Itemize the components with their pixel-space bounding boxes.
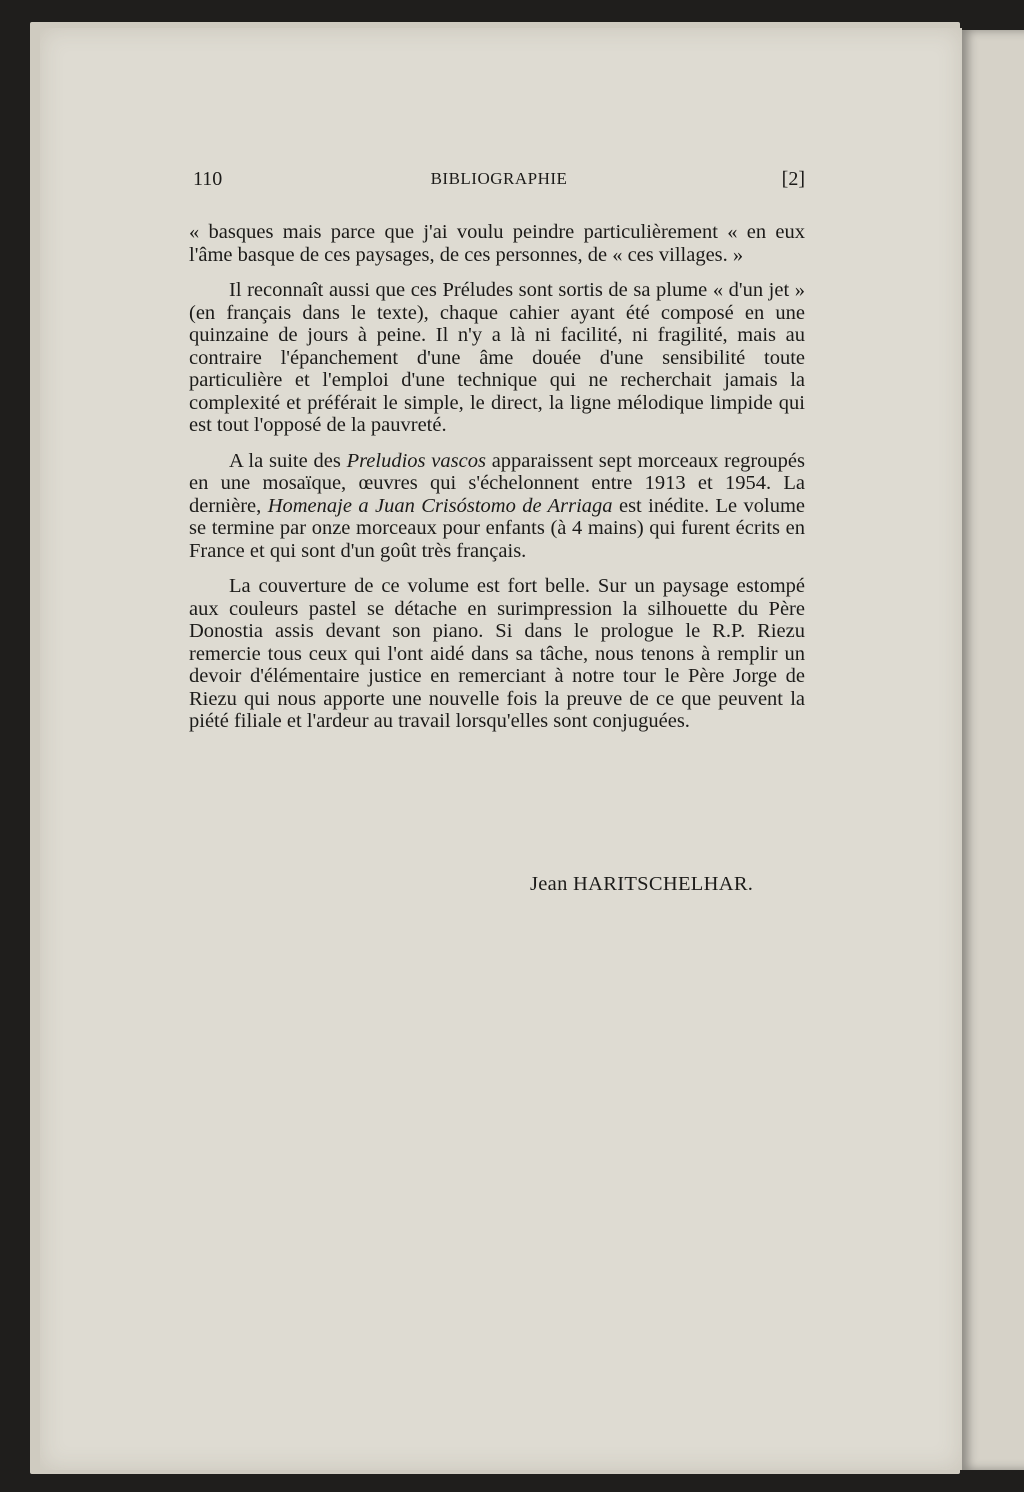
- text-run: apparaissent sept morceaux regroupés en une mosaïque, œuvres qui s'échelonnent entre 1913 et 1954. La dernière,: [189, 449, 805, 517]
- page-number: 110: [193, 168, 223, 190]
- facing-page-edge: [962, 30, 1024, 1470]
- author-signature: Jean HARITSCHELHAR.: [530, 873, 754, 895]
- paragraph-cover: La couverture de ce volume est fort belle. Sur un paysage estompé aux couleurs pastel se détache en surimpression la silhouette du Père Donostia assis devant son piano. Si dans le prologue le R.P. Riezu remercie tous ceux qui l'ont aidé dans sa tâche, nous tenons à remplir un devoir d'élémentaire justice en remerciant à notre tour le Père Jorge de Riezu qui nous apporte une nouvelle fois la preuve de ce que peuvent la piété filiale et l'ardeur au travail lorsqu'elles sont conjuguées.: [189, 575, 805, 732]
- title-homenaje: Homenaje a Juan Crisóstomo de Arriaga: [267, 494, 613, 517]
- section-number: [2]: [781, 168, 805, 190]
- article-body: [189, 221, 805, 746]
- paragraph-quote-continuation: « basques mais parce que j'ai voulu peindre particulièrement « en eux l'âme basque de ces paysages, de ces personnes, de « ces villages. »: [189, 221, 805, 266]
- text-run: A la suite des: [229, 449, 347, 472]
- paragraph-mosaic: [189, 450, 805, 563]
- page-header: [193, 168, 805, 198]
- title-preludios-vascos: Preludios vascos: [346, 449, 486, 472]
- text-run: est inédite. Le volume se termine par onze morceaux pour enfants (à 4 mains) qui furent écrits en France et qui sont d'un goût très français.: [189, 494, 805, 562]
- paragraph-preludes: Il reconnaît aussi que ces Préludes sont sortis de sa plume « d'un jet » (en français dans le texte), chaque cahier ayant été composé en une quinzaine de jours à peine. Il n'y a là ni facilité, ni fragilité, mais au contraire l'épanchement d'une âme douée d'une sensibilité toute particulière et l'emploi d'une technique qui ne recherchait jamais la complexité et préférait le simple, le direct, la ligne mélodique limpide qui est tout l'opposé de la pauvreté.: [189, 279, 805, 436]
- running-head: BIBLIOGRAPHIE: [430, 169, 568, 188]
